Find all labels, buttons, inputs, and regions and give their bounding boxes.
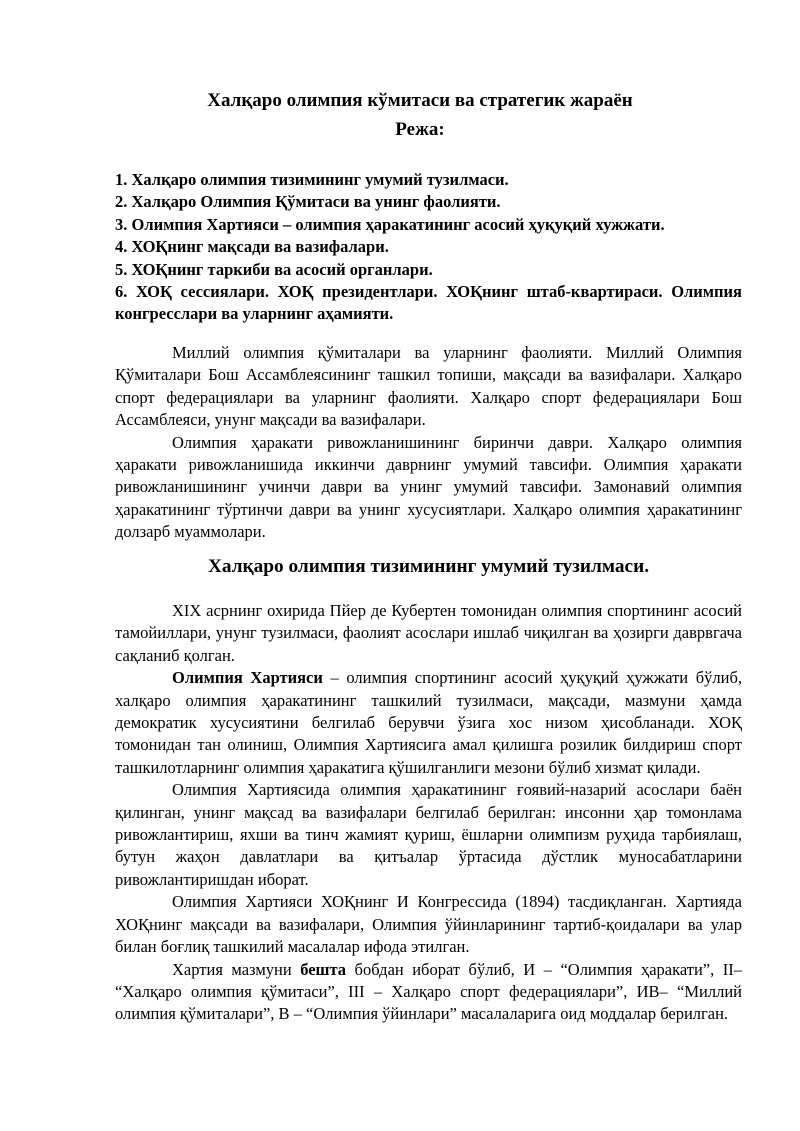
charter-term: Олимпия Хартияси [172,668,323,688]
body-paragraph-2 [115,667,742,779]
intro-section [115,342,742,544]
document-title: Халқаро олимпия кўмитаси ва стратегик жараён [207,90,633,111]
intro-paragraph-1: Миллий олимпия қўмиталари ва уларнинг фаолияти. Миллий Олимпия Қўмиталари Бош Ассамблеясининг ташкил топиши, мақсади ва вазифалари. Халқаро спорт федерациялари ва уларнинг фаолияти. Халқаро спорт федерациялари Бош Ассамблеяси, унунг мақсади ва вазифалари. [115,343,742,430]
plan-heading: Режа: [395,119,445,140]
section-body [115,600,742,1026]
plan-item-6: 6. ХОҚ сессиялари. ХОҚ президентлари. ХОҚнинг штаб-квартираси. Олимпия конгресслари ва уларнинг аҳамияти. [115,282,742,324]
body-paragraph-5-start: Хартия мазмуни [172,959,301,979]
intro-paragraph-2: Олимпия ҳаракати ривожланишининг биринчи даври. Халқаро олимпия ҳаракати ривожланишида иккинчи даврнинг умумий тавсифи. Олимпия ҳаракати ривожланишининг учинчи даври ва унинг умумий тавсифи. Замонавий олимпия ҳаракатининг тўртинчи даври ва унинг хусусиятлари. Халқаро олимпия ҳаракатининг долзарб муаммолари. [115,432,742,542]
body-paragraph-4: Олимпия Хартияси ХОҚнинг И Конгрессида (1894) тасдиқланган. Хартияда ХОҚнинг мақсади ва вазифалари, Олимпия ўйинларининг тартиб-қоидалари ва улар билан боғлиқ ташкилий масалалар ифода этилган. [115,892,742,957]
plan-item-5: 5. ХОҚнинг таркиби ва асосий органлари. [115,259,433,279]
body-paragraph-2-text: – олимпия спортининг асосий ҳуқуқий ҳужжати бўлиб, халқаро олимпия ҳаракатининг ташкилий тузилмаси, мақсади, мазмуни ҳамда демократик хусусиятини белгилаб берувчи ўзига хос низом ҳисобланади. ХОҚ томонидан тан олиниш, Олимпия Хартиясига амал қилишга розилик билдириш спорт ташкилотларнинг олимпия ҳаракатига қўшилганлиги мезони бўлиб хизмат қилади. [115,668,742,777]
five-term: бешта [300,959,347,979]
body-paragraph-1: XIX асрнинг охирида Пйер де Кубертен томонидан олимпия спортининг асосий тамойиллари, унунг тузилмаси, фаолият асослари ишлаб чиқилган ва ҳозирги даврвгача сақланиб қолган. [115,601,742,665]
body-paragraph-5-text: бобдан иборат бўлиб, И – “Олимпия ҳаракати”, II– “Халқаро олимпия қўмитаси”, III – Халқаро спорт федерациялари”, ИВ– “Миллий олимпия қўмиталари”, В – “Олимпия ўйинлари” масалаларига оид моддалар берилган. [115,959,742,1024]
body-paragraph-5 [115,959,742,1026]
section-heading: Халқаро олимпия тизимининг умумий тузилмаси. [207,556,650,577]
plan-item-3: 3. Олимпия Хартияси – олимпия ҳаракатининг асосий ҳуқуқий хужжати. [115,214,665,234]
plan-item-4: 4. ХОҚнинг мақсади ва вазифалари. [115,237,389,257]
plan-item-1: 1. Халқаро олимпия тизимининг умумий тузилмаси. [115,170,509,189]
plan-list [115,169,742,326]
body-paragraph-3: Олимпия Хартиясида олимпия ҳаракатининг ғоявий-назарий асослари баён қилинган, унинг мақсад ва вазифалари белгилаб берилган: инсонни ҳар томонлама ривожлантириш, яхши ва тинч жамият қуриш, ёшларни олимпизм руҳида тарбиялаш, бутун жаҳон давлатлари ва қитъалар ўртасида дўстлик муносабатларини ривожлантиришдан иборат. [115,780,742,889]
plan-item-2: 2. Халқаро Олимпия Қўмитаси ва унинг фаолияти. [115,192,501,212]
